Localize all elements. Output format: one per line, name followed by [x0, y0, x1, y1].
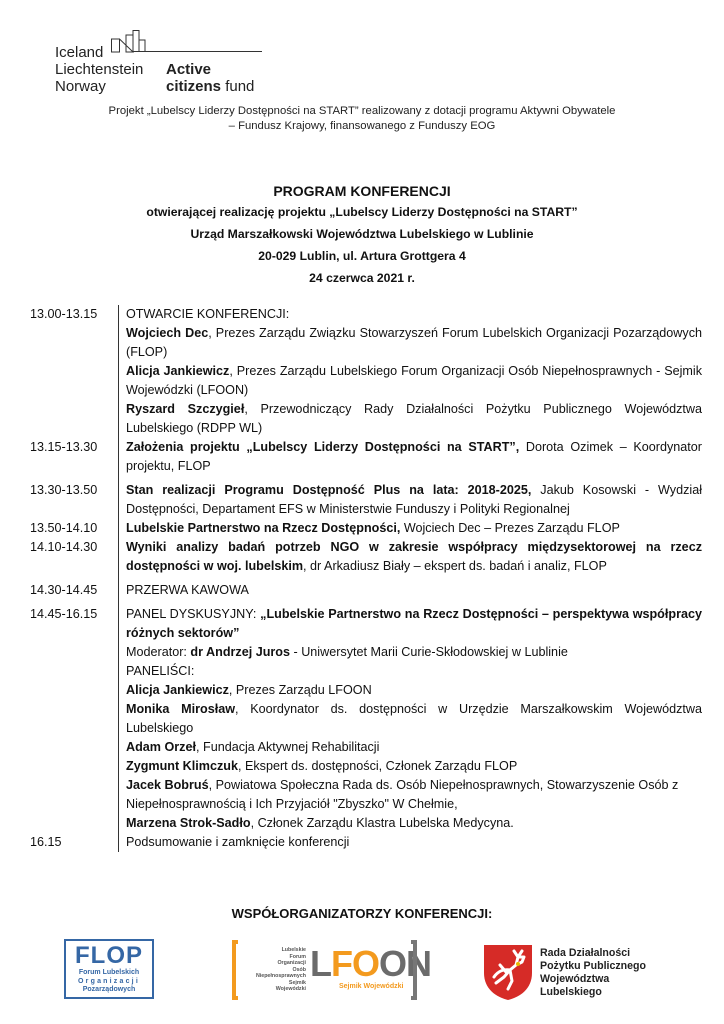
- session-content: [118, 538, 702, 581]
- rdpp-logo: [482, 941, 657, 1001]
- fund-line-2-rest: fund: [221, 78, 255, 95]
- time-slot: 16.15: [30, 835, 62, 849]
- program-row: [30, 481, 702, 519]
- session-content: [118, 438, 702, 481]
- funding-line-1: Projekt „Lubelscy Liderzy Dostępności na START” realizowany z dotacji programu Aktywni Obywatele: [108, 105, 616, 117]
- panelists-label: PANELIŚCI:: [126, 664, 195, 678]
- program-row: [30, 438, 702, 481]
- session-title: Założenia projektu „Lubelscy Liderzy Dostępności na START”,: [126, 440, 520, 454]
- country-iceland: Iceland: [55, 44, 104, 61]
- session-speaker: , dr Arkadiusz Biały – ekspert ds. badań i analiz, FLOP: [303, 559, 607, 573]
- subtitle: otwierającej realizację projektu „Lubelscy Liderzy Dostępności na START”: [146, 205, 578, 219]
- venue: Urząd Marszałkowski Województwa Lubelskiego w Lublinie: [190, 227, 534, 241]
- funding-line-2: – Fundusz Krajowy, finansowanego z Funduszy EOG: [228, 120, 496, 132]
- session-content: [118, 305, 702, 438]
- session-speaker: Jakub Kosowski - Wydział Dostępności, Departament EFS w Ministerstwie Funduszy i Polityki Regionalnej: [126, 483, 702, 516]
- address: 20-029 Lublin, ul. Artura Grottgera 4: [258, 249, 466, 263]
- event-date: 24 czerwca 2021 r.: [309, 271, 415, 285]
- funding-note: [60, 104, 664, 134]
- page-title: PROGRAM KONFERENCJI: [273, 183, 451, 199]
- session-title: Wyniki analizy badań potrzeb NGO w zakresie współpracy międzysektorowej na rzecz dostępności w woj. lubelskim: [126, 540, 702, 573]
- program-table: [30, 305, 702, 852]
- time-slot: 14.30-14.45: [30, 583, 98, 597]
- panel-label: PANEL DYSKUSYJNY:: [126, 607, 261, 621]
- session-heading: OTWARCIE KONFERENCJI:: [126, 307, 290, 321]
- coffee-break: PRZERWA KAWOWA: [126, 583, 249, 597]
- active-citizens-fund-logo: [55, 30, 265, 98]
- session-content: [118, 519, 702, 538]
- speaker: Ryszard Szczygieł, Przewodniczący Rady Działalności Pożytku Publicznego Województwa Lubelskiego (RDPP WL): [126, 402, 703, 435]
- program-row: [30, 305, 702, 438]
- title-block: [60, 181, 664, 289]
- bracket-left-icon: [232, 940, 238, 1000]
- fund-line-1: Active: [166, 61, 212, 78]
- program-row: [30, 833, 702, 852]
- fund-name: [166, 61, 254, 95]
- session-speaker: Dorota Ozimek – Koordynator projektu, FLOP: [126, 440, 702, 473]
- session-title: Lubelskie Partnerstwo na Rzecz Dostępności,: [126, 521, 401, 535]
- panelist: Monika Mirosław, Koordynator ds. dostępności w Urzędzie Marszałkowskim Województwa Lubelskiego: [126, 702, 702, 735]
- panelist: Marzena Strok-Sadło, Członek Zarządu Klastra Lubelska Medycyna.: [126, 816, 514, 830]
- time-slot: 13.15-13.30: [30, 440, 98, 454]
- panelist: Jacek Bobruś, Powiatowa Społeczna Rada ds. Osób Niepełnosprawnych, Stowarzyszenie Osób z Niepełnosprawnością i Ich Przyjaciół "Zbyszko" W Chełmie,: [126, 778, 679, 811]
- program-row: [30, 519, 702, 538]
- session-speaker: Wojciech Dec – Prezes Zarządu FLOP: [400, 521, 620, 535]
- session-content: [118, 605, 702, 833]
- panelist: Zygmunt Klimczuk, Ekspert ds. dostępności, Członek Zarządu FLOP: [126, 759, 518, 773]
- flop-logo: FLOP Forum Lubelskich Organizacji Pozarządowych: [64, 939, 154, 999]
- lfoon-fullname: Lubelskie Forum Organizacji Osób Niepełnosprawnych Sejmik Wojewódzki: [255, 947, 306, 992]
- session-title: Stan realizacji Programu Dostępność Plus na lata: 2018-2025,: [126, 483, 532, 497]
- donor-countries: [55, 44, 143, 95]
- session-content: [118, 581, 702, 605]
- program-row: [30, 605, 702, 833]
- program-row: [30, 538, 702, 581]
- moderator-name: dr Andrzej Juros: [190, 645, 291, 659]
- speaker: Wojciech Dec, Prezes Zarządu Związku Stowarzyszeń Forum Lubelskich Organizacji Pozarządowych (FLOP): [126, 326, 702, 359]
- lfoon-logo: [232, 940, 431, 1002]
- closing: Podsumowanie i zamknięcie konferencji: [126, 835, 350, 849]
- bracket-right-icon: [411, 940, 417, 1000]
- panel-title: „Lubelskie Partnerstwo na Rzecz Dostępności – perspektywa współpracy różnych sektorów”: [126, 607, 702, 640]
- speaker: Alicja Jankiewicz, Prezes Zarządu Lubelskiego Forum Organizacji Osób Niepełnosprawnych - Sejmik Wojewódzki (LFOON): [126, 364, 702, 397]
- session-content: [118, 481, 702, 519]
- panelist: Alicja Jankiewicz, Prezes Zarządu LFOON: [126, 683, 372, 697]
- country-liechtenstein: Liechtenstein: [55, 61, 144, 78]
- lfoon-wordmark: LFOON: [310, 943, 431, 984]
- time-slot: 14.45-16.15: [30, 607, 98, 621]
- rdpp-name: Rada Działalności Pożytku Publicznego Województwa Lubelskiego: [540, 947, 646, 998]
- moderator-affiliation: - Uniwersytet Marii Curie-Skłodowskiej w Lublinie: [290, 645, 568, 659]
- program-row: [30, 581, 702, 605]
- lublin-coat-of-arms-icon: [482, 943, 534, 1001]
- coorganizers-title: WSPÓŁORGANIZATORZY KONFERENCJI:: [231, 906, 493, 921]
- fund-line-2-bold: citizens: [166, 78, 222, 95]
- moderator-label: Moderator:: [126, 645, 191, 659]
- time-slot: 13.30-13.50: [30, 483, 98, 497]
- panelist: Adam Orzeł, Fundacja Aktywnej Rehabilitacji: [126, 740, 380, 754]
- time-slot: 14.10-14.30: [30, 540, 98, 554]
- time-slot: 13.50-14.10: [30, 521, 98, 535]
- session-content: [118, 833, 702, 852]
- flop-wordmark: FLOP: [75, 942, 143, 969]
- lfoon-subtitle: Sejmik Wojewódzki: [339, 983, 404, 990]
- time-slot: 13.00-13.15: [30, 307, 98, 321]
- country-norway: Norway: [55, 78, 106, 95]
